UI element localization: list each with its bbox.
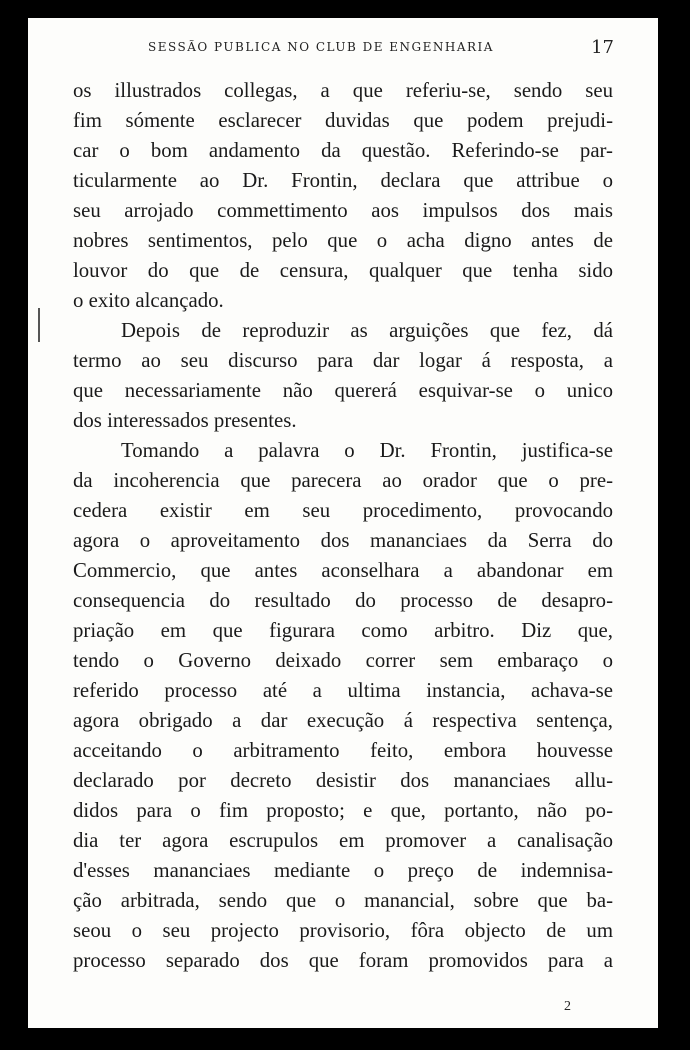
- margin-mark: [38, 308, 40, 342]
- text-line: agora obrigado a dar execução á respectiva sentença,: [73, 709, 613, 732]
- text-line: priação em que figurara como arbitro. Diz que,: [73, 619, 613, 642]
- text-line: termo ao seu discurso para dar logar á resposta, a: [73, 349, 613, 372]
- text-line: Commercio, que antes aconselhara a abandonar em: [73, 559, 613, 582]
- text-line: que necessariamente não quererá esquivar-se o unico: [73, 379, 613, 402]
- text-line: consequencia do resultado do processo de desapro-: [73, 589, 613, 612]
- text-line: fim sómente esclarecer duvidas que podem prejudi-: [73, 109, 613, 132]
- text-line: cedera existir em seu procedimento, provocando: [73, 499, 613, 522]
- text-line: seou o seu projecto provisorio, fôra objecto de um: [73, 919, 613, 942]
- signature-mark: 2: [564, 999, 571, 1014]
- text-line: ticularmente ao Dr. Frontin, declara que attribue o: [73, 169, 613, 192]
- text-line: didos para o fim proposto; e que, portanto, não po-: [73, 799, 613, 822]
- text-line: acceitando o arbitramento feito, embora houvesse: [73, 739, 613, 762]
- text-line: nobres sentimentos, pelo que o acha digno antes de: [73, 229, 613, 252]
- text-line: o exito alcançado.: [73, 289, 224, 312]
- text-line: tendo o Governo deixado correr sem embaraço o: [73, 649, 613, 672]
- text-line: car o bom andamento da questão. Referindo-se par-: [73, 139, 613, 162]
- book-page: [28, 18, 658, 1028]
- text-line: agora o aproveitamento dos mananciaes da Serra do: [73, 529, 613, 552]
- text-line: da incoherencia que parecera ao orador que o pre-: [73, 469, 613, 492]
- body-text: [73, 76, 613, 976]
- page-header: [28, 37, 658, 60]
- running-title: SESSÃO PUBLICA NO CLUB DE ENGENHARIA: [148, 40, 494, 54]
- text-line: dos interessados presentes.: [73, 409, 297, 432]
- text-line: dia ter agora escrupulos em promover a canalisação: [73, 829, 613, 852]
- page-number: 17: [591, 37, 614, 58]
- text-line: Tomando a palavra o Dr. Frontin, justifica-se: [121, 439, 613, 462]
- text-line: d'esses mananciaes mediante o preço de indemnisa-: [73, 859, 613, 882]
- text-line: os illustrados collegas, a que referiu-se, sendo seu: [73, 79, 613, 102]
- text-line: louvor do que de censura, qualquer que tenha sido: [73, 259, 613, 282]
- text-line: seu arrojado commettimento aos impulsos dos mais: [73, 199, 613, 222]
- text-line: declarado por decreto desistir dos mananciaes allu-: [73, 769, 613, 792]
- text-line: ção arbitrada, sendo que o manancial, sobre que ba-: [73, 889, 613, 912]
- text-line: processo separado dos que foram promovidos para a: [73, 949, 613, 972]
- text-line: referido processo até a ultima instancia, achava-se: [73, 679, 613, 702]
- text-line: Depois de reproduzir as arguições que fez, dá: [121, 319, 613, 342]
